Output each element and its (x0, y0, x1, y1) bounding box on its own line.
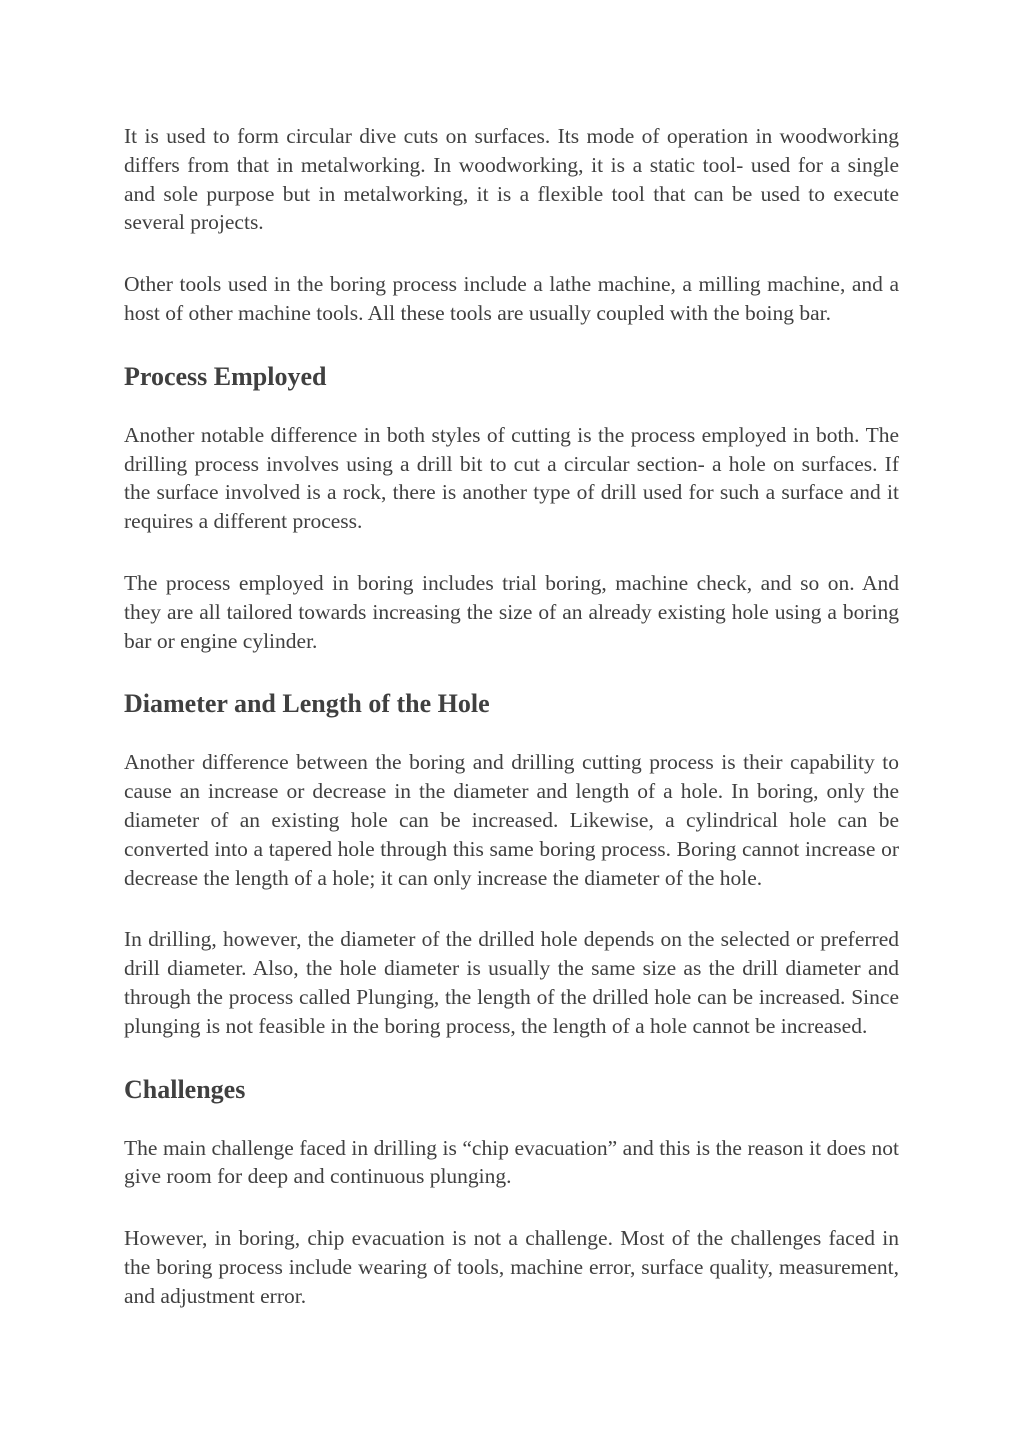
paragraph-intro-tool: It is used to form circular dive cuts on surfaces. Its mode of operation in woodworking differs from that in metalworking. In woodworking, it is a static tool- used for a single and sole purpose but in metalworking, it is a flexible tool that can be used to execute several projects. (124, 124, 899, 235)
paragraph-other-tools: Other tools used in the boring process include a lathe machine, a milling machine, and a host of other machine tools. All these tools are usually coupled with the boing bar. (124, 272, 899, 325)
paragraph-diameter-drilling: In drilling, however, the diameter of the drilled hole depends on the selected or preferred drill diameter. Also, the hole diameter is usually the same size as the drill diameter and through the process called Plunging, the length of the drilled hole can be increased. Since plunging is not feasible in the boring process, the length of a hole cannot be increased. (124, 927, 899, 1038)
paragraph-challenges-drilling: The main challenge faced in drilling is “chip evacuation” and this is the reason it does not give room for deep and continuous plunging. (124, 1135, 899, 1189)
paragraph-diameter-boring: Another difference between the boring and drilling cutting process is their capability to cause an increase or decrease in the diameter and length of a hole. In boring, only the diameter of an existing hole can be increased. Likewise, a cylindrical hole can be converted into a tapered hole through this same boring process. Boring cannot increase or decrease the length of a hole; it can only increase the diameter of the hole. (124, 750, 899, 890)
heading-process-employed: Process Employed (124, 361, 327, 391)
heading-challenges: Challenges (124, 1074, 246, 1104)
document-page (124, 122, 899, 1344)
paragraph-challenges-boring: However, in boring, chip evacuation is not a challenge. Most of the challenges faced in the boring process include wearing of tools, machine error, surface quality, measurement, and adjustment error. (124, 1226, 899, 1308)
paragraph-process-drilling: Another notable difference in both styles of cutting is the process employed in both. The drilling process involves using a drill bit to cut a circular section- a hole on surfaces. If the surface involved is a rock, there is another type of drill used for such a surface and it requires a different process. (124, 422, 899, 534)
paragraph-process-boring: The process employed in boring includes trial boring, machine check, and so on. And they are all tailored towards increasing the size of an already existing hole using a boring bar or engine cylinder. (124, 570, 899, 653)
heading-diameter-length: Diameter and Length of the Hole (124, 689, 490, 719)
